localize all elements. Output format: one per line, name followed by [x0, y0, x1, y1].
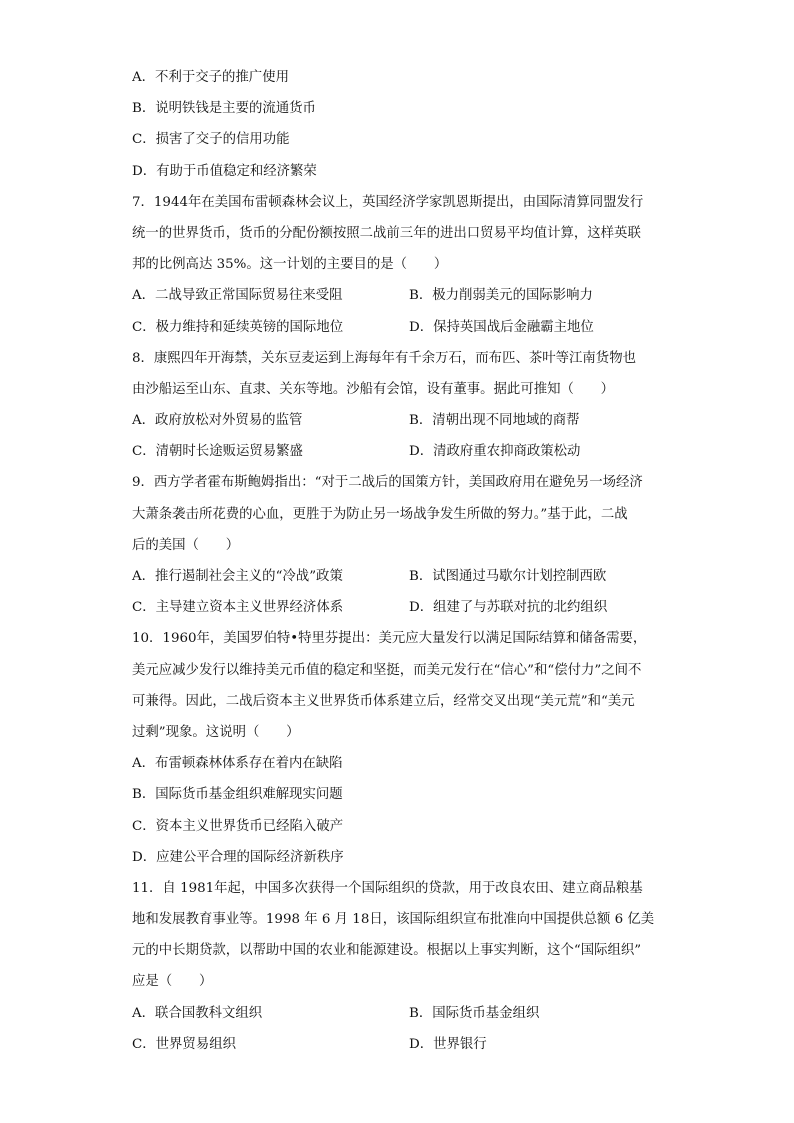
question-stem-line: 大萧条袭击所花费的心血，更胜于为防止另一场战争发生所做的努力。”基于此，二战 [132, 506, 628, 522]
question-7 [132, 187, 662, 343]
question-stem-line: 后的美国（ ） [132, 537, 240, 553]
option-row [132, 312, 662, 343]
option-b[interactable]: B．国际货币基金组织难解现实问题 [132, 787, 343, 803]
option-b[interactable]: B．说明铁钱是主要的流通货币 [132, 101, 316, 117]
option-a[interactable]: A．政府放松对外贸易的监管 [132, 413, 303, 429]
option-a[interactable]: A．联合国教科文组织 [132, 1005, 263, 1021]
option-d[interactable]: D．保持英国战后金融霸主地位 [409, 319, 594, 335]
question-9 [132, 467, 662, 623]
exam-page [132, 62, 662, 1060]
question-stem-line: 10．1960年，美国罗伯特•特里芬提出：美元应大量发行以满足国际结算和储备需要， [132, 631, 647, 647]
question-stem-line: 邦的比例高达 35%。这一计划的主要目的是（ ） [132, 257, 448, 273]
option-a[interactable]: A．推行遏制社会主义的“冷战”政策 [132, 569, 343, 584]
option-d[interactable]: D．应建公平合理的国际经济新秩序 [132, 849, 344, 865]
option-row [132, 592, 662, 623]
option-d[interactable]: D．清政府重农抑商政策松动 [409, 444, 581, 460]
option-row [132, 405, 662, 436]
question-stem-line: 美元应减少发行以维持美元币值的稳定和坚挺，而美元发行在“信心”和“偿付力”之间不 [132, 662, 642, 678]
question-8 [132, 343, 662, 468]
option-row [132, 436, 662, 467]
option-a[interactable]: A．不利于交子的推广使用 [132, 70, 289, 85]
option-b[interactable]: B．试图通过马歇尔计划控制西欧 [409, 569, 607, 584]
question-stem-line: 9．西方学者霍布斯鲍姆指出：“对于二战后的国策方针，美国政府用在避免另一场经济 [132, 475, 643, 491]
option-c[interactable]: C．主导建立资本主义世界经济体系 [132, 600, 344, 616]
option-d[interactable]: D．组建了与苏联对抗的北约组织 [409, 600, 608, 616]
question-stem-line: 11．自 1981年起，中国多次获得一个国际组织的贷款，用于改良农田、建立商品粮基 [132, 880, 643, 896]
option-b[interactable]: B．国际货币基金组织 [409, 1005, 540, 1021]
option-row [132, 280, 662, 311]
option-c[interactable]: C．损害了交子的信用功能 [132, 132, 290, 148]
question-stem-line: 过剩”现象。这说明（ ） [132, 724, 300, 740]
question-stem-line: 地和发展教育事业等。1998 年 6 月 18日，该国际组织宣布批准向中国提供总额 6 亿美 [132, 912, 655, 928]
option-c[interactable]: C．世界贸易组织 [132, 1036, 236, 1052]
question-6-options [132, 62, 662, 187]
option-b[interactable]: B．清朝出现不同地域的商帮 [409, 413, 580, 429]
question-10 [132, 623, 662, 873]
option-a[interactable]: A．布雷顿森林体系存在着内在缺陷 [132, 756, 343, 772]
option-b[interactable]: B．极力削弱美元的国际影响力 [409, 288, 593, 304]
question-11 [132, 873, 662, 1060]
option-row [132, 561, 662, 592]
option-c[interactable]: C．清朝时长途贩运贸易繁盛 [132, 444, 303, 460]
question-stem-line: 应是（ ） [132, 974, 213, 990]
question-stem-line: 由沙船运至山东、直隶、关东等地。沙船有会馆，设有董事。据此可推知（ ） [132, 381, 615, 397]
question-stem-line: 8．康熙四年开海禁，关东豆麦运到上海每年有千余万石，而布匹、茶叶等江南货物也 [132, 350, 636, 366]
option-row [132, 998, 662, 1029]
option-d[interactable]: D．有助于币值稳定和经济繁荣 [132, 163, 317, 179]
option-a[interactable]: A．二战导致正常国际贸易往来受阻 [132, 288, 343, 304]
question-stem-line: 元的中长期贷款，以帮助中国的农业和能源建设。根据以上事实判断，这个“国际组织” [132, 943, 642, 959]
option-row [132, 1029, 662, 1060]
question-stem-line: 可兼得。因此，二战后资本主义世界货币体系建立后，经常交叉出现“美元荒”和“美元 [132, 693, 635, 709]
question-stem-line: 7．1944年在美国布雷顿森林会议上，英国经济学家凯恩斯提出，由国际清算同盟发行 [132, 194, 644, 210]
option-d[interactable]: D．世界银行 [409, 1036, 487, 1052]
question-stem-line: 统一的世界货币，货币的分配份额按照二战前三年的进出口贸易平均值计算，这样英联 [132, 225, 641, 241]
option-c[interactable]: C．资本主义世界货币已经陷入破产 [132, 818, 344, 834]
option-c[interactable]: C．极力维持和延续英镑的国际地位 [132, 319, 344, 335]
